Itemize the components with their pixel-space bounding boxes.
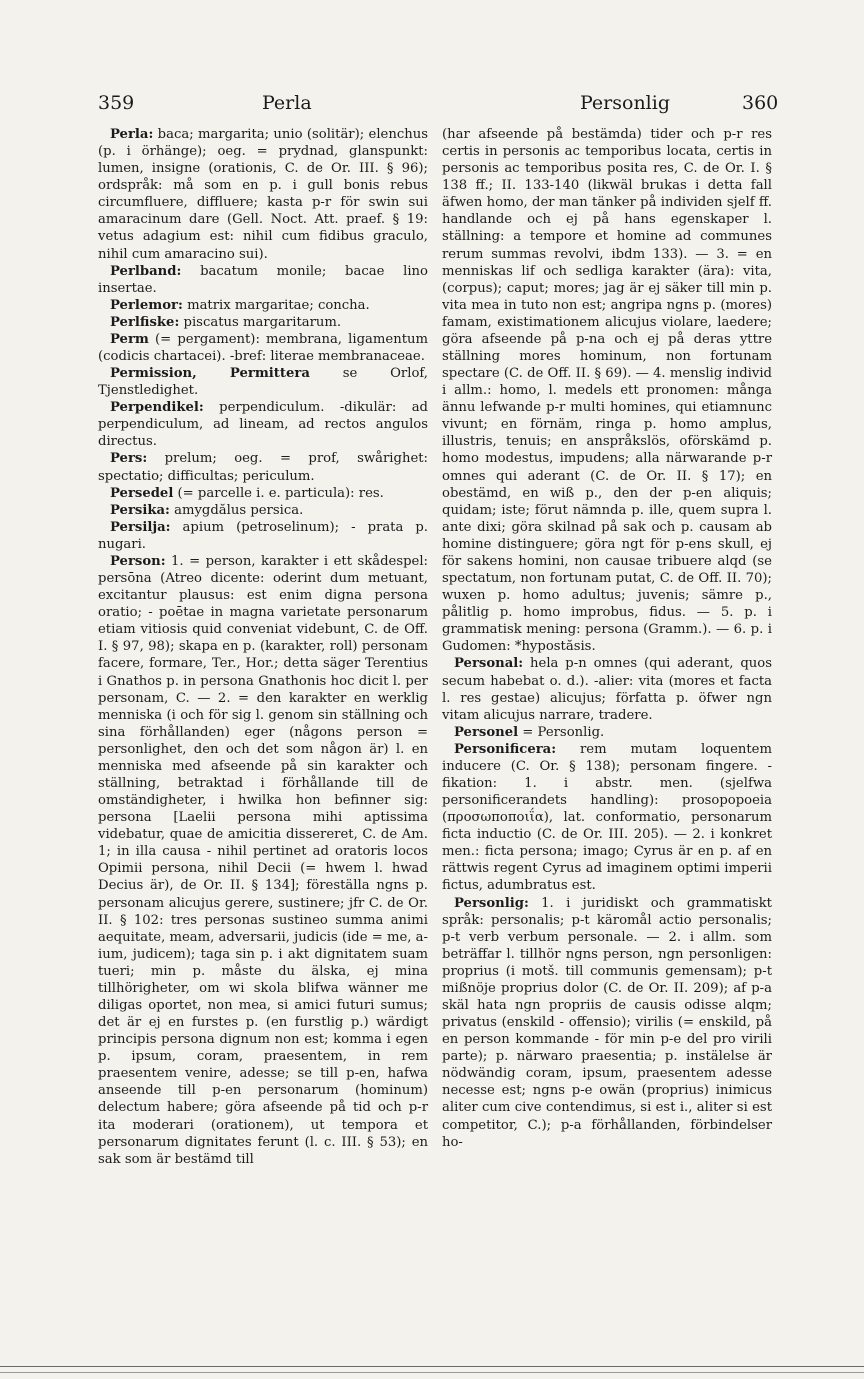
page-header [0,92,864,122]
entry-definition: amygdălus persica. [169,502,304,518]
entry-headword: Personal: [454,656,524,672]
entry-definition: matrix margaritae; concha. [182,297,370,313]
entry-headword: Personel [454,724,519,740]
dictionary-entry [442,655,772,723]
dictionary-entry [98,126,428,263]
entry-headword: Personificera: [454,741,557,757]
entry-headword: Perm [110,331,149,347]
bottom-edge-rule-2 [0,1372,864,1373]
entry-definition: se Orlof, Tjenstledighet. [98,366,428,399]
dictionary-entry [98,502,428,519]
entry-headword: Persedel [110,485,174,501]
right-column [442,126,772,1151]
entry-definition: piscatus margaritarum. [179,314,342,330]
entry-definition: 1. i juridiskt och grammatiskt språk: personalis; p-t käromål actio personalis; p-t verb verbum personale. — 2. i allm. som beträffar l. tillhör ngns person, ngn personligen: proprius (i motš. till communis gemensam); p-t mißnöje proprius dolor (C. de Or. II. 209); af p-a skäl hata ngn propriis de causis odisse alqm; privatus (enskild - offensio); virilis (= enskild, på en person kommande - för min p-e del pro virili parte); p. närwaro praesentia; p. instälelse är nödwändig coram, ipsum, praesentem adesse necesse est; ngns p-e owän (proprius) inimicus aliter cum cive contendimus, si est i., aliter si est competitor, C.); p-a förhållanden, förbindelser ho- [442,895,772,1150]
left-column [98,126,428,1168]
dictionary-entry [98,365,428,399]
dictionary-entry [98,331,428,365]
dictionary-entry [98,263,428,297]
left-page-number: 359 [98,92,135,114]
entry-headword: Pers: [110,451,148,467]
entry-definition: bacatum monile; bacae lino insertae. [98,263,428,296]
entry-headword: Persilja: [110,519,171,535]
entry-headword: Personlig: [454,895,529,911]
dictionary-entry [98,297,428,314]
right-running-headword: Personlig [580,92,670,114]
entry-headword: Perla: [110,127,154,142]
entry-definition: = Personlig. [518,724,605,740]
entry-definition: rem mutam loquentem inducere (C. Or. § 138); personam fingere. -fikation: 1. i abstr. men. (sjelfwa personificerandets handling): prosopopoeia (προσωποποιΐα), lat. conformatio, personarum ficta inductio (C. de Or. III. 205). — 2. i konkret men.: ficta persona; imago; Cyrus är en p. af en rättwis regent Cyrus ad imaginem optimi imperii fictus, adumbratus est. [442,741,772,894]
dictionary-entry [98,314,428,331]
right-page-number: 360 [742,92,779,114]
entry-definition: baca; margarita; unio (solitär); elenchus (p. i örhänge); oeg. = prydnad, glanspunkt: lumen, insigne (orationis, C. de Or. III. § 96); ordspråk: må som en p. i gull bonis rebus circumfluere, diffluere; kasta p-r för swin sui amaracinum dare (Gell. Noct. Att. praef. § 19: vetus adagium est: nihil cum fidibus graculo, nihil cum amaracino sui). [98,127,428,262]
dictionary-entry [98,553,428,1168]
entry-headword: Person: [110,553,166,569]
entry-headword: Persika: [110,502,170,518]
entry-definition: prelum; oeg. = prof, swårighet: spectatio; difficultas; periculum. [98,451,428,484]
dictionary-entry [98,519,428,553]
entry-headword: Perlemor: [110,297,183,313]
entry-definition: (= parcelle i. e. particula): res. [173,485,384,501]
dictionary-entry [98,399,428,450]
entry-definition: perpendiculum. -dikulär: ad perpendiculum, ad lineam, ad rectos angulos directus. [98,400,428,450]
entry-definition: (har afseende på bestämda) tider och p-r res certis in personis ac temporibus locata, certis in personis ac temporibus posita res, C. de Or. I. § 138 ff.; II. 133-140 (likwäl brukas i detta fall äfwen homo, der man tänker på individen sjelf ff. handlande och ej på hans egenskaper l. ställning: a tempore et homine ad communes rerum summas revolvi, ibdm 133). — 3. = en menniskas lif och sedliga karakter (ära): vita, (corpus); caput; mores; jag är ej säker till min p. vita mea in tuto non est; angripa ngns p. (mores) famam, existimationem alicujus violare, laedere; göra afseende på p-na och ej på deras yttre ställning mores hominum, non fortunam spectare (C. de Off. II. § 69). — 4. menslig individ i allm.: homo, l. medels ett pronomen: många ännu lefwande p-r multi homines, qui etiamnunc vivunt; en förnäm, ringa p. homo amplus, illustris, tenuis; en anspråkslös, oförskämd p. homo modestus, impudens; alla närwarande p-r omnes qui aderant (C. de Or. II. § 17); en obestämd, en wiß p., den der p-en aliquis; quidam; iste; förut nämnda p. ille, quem supra l. ante dixi; göra skilnad på sak och p. causam ab homine distinguere; göra ngt för p-ens skull, ej för sakens homini, non causae tribuere alqd (se spectatum, non fortunam putat, C. de Off. II. 70); wuxen p. homo adultus; juvenis; sämre p., pålitlig p. homo improbus, fidus. — 5. p. i grammatisk mening: persona (Gramm.). — 6. p. i Gudomen: *hypostăsis. [442,127,772,655]
entry-headword: Perlfiske: [110,314,180,330]
entry-definition: hela p-n omnes (qui aderant, quos secum habebat o. d.). -alier: vita (mores et facta l. res gestae) alicujus; författa p. öfwer ngn vitam alicujus narrare, tradere. [442,656,772,723]
entry-definition: (= pergament): membrana, ligamentum (codicis chartacei). -bref: literae membranaceae. [98,331,428,365]
entry-headword: Perlband: [110,263,182,279]
dictionary-entry [98,485,428,502]
entry-definition: 1. = person, karakter i ett skådespel: persōna (Atreo dicente: oderint dum metuant, excitantur plausus: est enim digna persona oratio; - poētae in magna varietate personarum etiam vitiosis quid conveniat videbunt, C. de Off. I. § 97, 98); skapa en p. (karakter, roll) personam facere, formare, Ter., Hor.; detta säger Terentius i Gnathos p. in persona Gnathonis hoc dicit l. per personam, C. — 2. = den karakter en werklig menniska (i och för sig l. genom sin ställning och sina förhållanden) eger (någons person = personlighet, den och det som någon är) l. en menniska med afseende på sin karakter och ställning, betraktad i förhållande till de omständigheter, i hwilka hon befinner sig: persona [Laelii persona mihi aptissima videbatur, quae de amicitia dissereret, C. de Am. 1; in illa causa - nihil pertinet ad oratoris locos Opimii persona, nihil Decii (= hwem l. hwad Decius är), de Or. II. § 134]; föreställa ngns p. personam alicujus gerere, sustinere; jfr C. de Or. II. § 102: tres personas sustineo summa animi aequitate, meam, adversarii, judicis (ide = me, a-ium, judicem); taga sin p. i akt dignitatem suam tueri; min p. måste du älska, ej mina tillhörigheter, om wi skola blifwa wänner me diligas oportet, non mea, si amici futuri sumus; det är ej en furstes p. (en furstlig p.) wärdigt principis persona dignum non est; komma i egen p. ipsum, coram, praesentem, in rem praesentem venire, adesse; se till p-en, hafwa anseende till p-en personarum (hominum) delectum habere; göra afseende på tid och p-r ita moderari (orationem), ut tempora et personarum dignitates ferunt (l. c. III. § 53); en sak som är bestämd till [98,553,429,1167]
entry-headword: Perpendikel: [110,400,204,416]
dictionary-entry [98,450,428,484]
dictionary-entry [442,724,772,741]
dictionary-entry [442,741,772,895]
dictionary-entry [442,895,772,1151]
bottom-edge-rule [0,1366,864,1367]
entry-headword: Permission, Permittera [110,366,310,382]
left-running-headword: Perla [262,92,312,114]
dictionary-entry [442,126,772,655]
entry-definition: apium (petroselinum); - prata p. nugari. [98,519,428,552]
